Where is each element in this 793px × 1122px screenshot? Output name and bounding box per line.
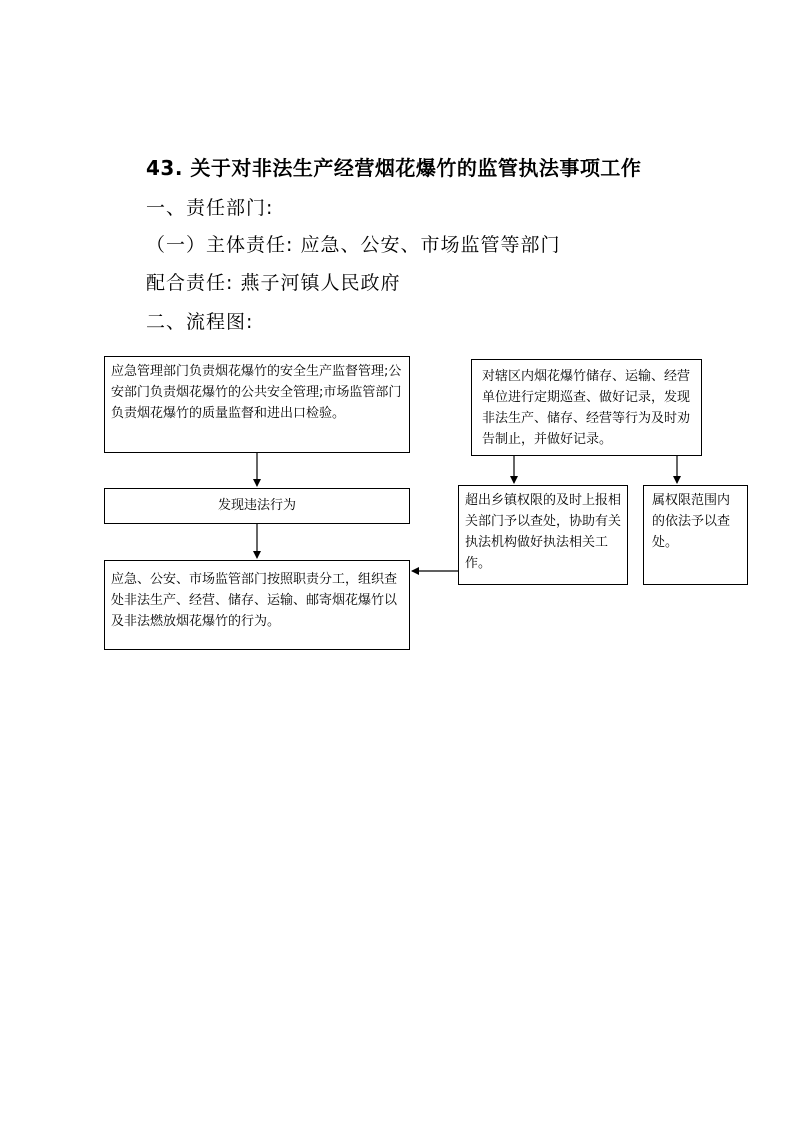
flowchart-box-investigate: 应急、公安、市场监管部门按照职责分工，组织查处非法生产、经营、储存、运输、邮寄烟花爆竹以及非法燃放烟花爆竹的行为。 [104,560,410,650]
flowchart-box-report-upward: 超出乡镇权限的及时上报相关部门予以查处，协助有关执法机构做好执法相关工作。 [458,485,628,585]
flowchart-box-town-patrol: 对辖区内烟花爆竹储存、运输、经营单位进行定期巡查、做好记录，发现非法生产、储存、经营等行为及时劝告制止，并做好记录。 [471,359,702,456]
main-responsibility: （一）主体责任: 应急、公安、市场监管等部门 [146,234,561,256]
section-responsibility-heading: 一、责任部门: [146,197,274,219]
flowchart-box-within-authority: 属权限范围内的依法予以查处。 [643,485,748,585]
flowchart-box-department-duties: 应急管理部门负责烟花爆竹的安全生产监督管理;公安部门负责烟花爆竹的公共安全管理;市场监管部门负责烟花爆竹的质量监督和进出口检验。 [104,356,410,453]
document-title: 43. 关于对非法生产经营烟花爆竹的监管执法事项工作 [146,156,642,180]
section-flowchart-heading: 二、流程图: [146,311,254,333]
cooperating-responsibility: 配合责任: 燕子河镇人民政府 [146,272,401,294]
flowchart-box-discover-violation: 发现违法行为 [104,488,410,524]
